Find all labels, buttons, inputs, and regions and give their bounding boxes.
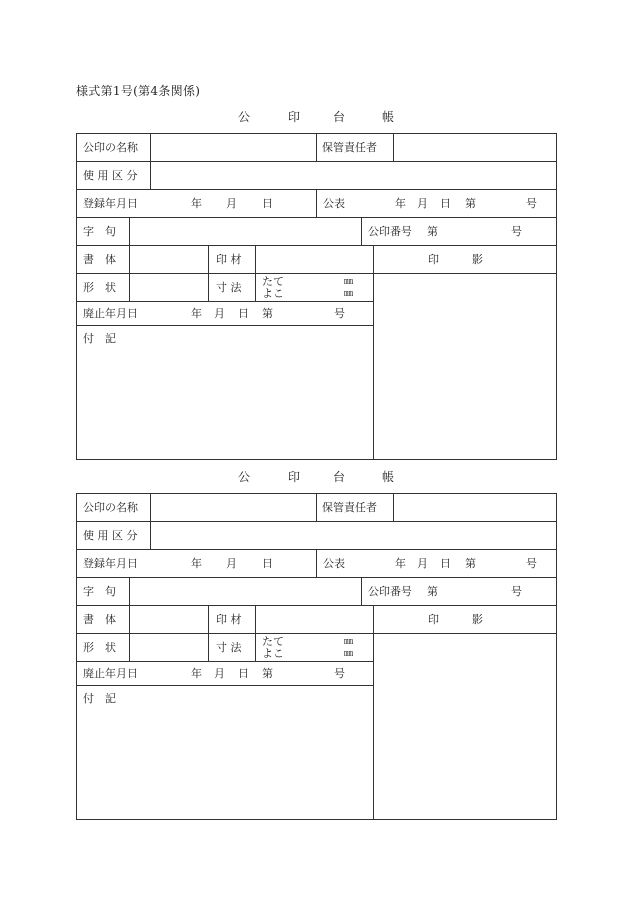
month-label: 月	[417, 557, 428, 570]
registered-date-label: 登録年月日	[83, 557, 138, 570]
rule	[76, 245, 557, 246]
width-label: よこ	[262, 287, 284, 300]
rule	[316, 189, 317, 217]
month-label: 月	[226, 197, 237, 210]
abolished-date-label: 廃止年月日	[83, 307, 138, 320]
rule	[76, 161, 557, 162]
month-label: 月	[214, 307, 225, 320]
number-suffix: 号	[334, 667, 345, 680]
year-label: 年	[191, 307, 202, 320]
day-label: 日	[262, 557, 273, 570]
seal-name-label: 公印の名称	[83, 141, 138, 154]
wording-label: 字 句	[83, 225, 116, 238]
day-label: 日	[238, 667, 249, 680]
mm-unit: ㎜	[344, 289, 354, 299]
rule	[76, 493, 77, 820]
rule	[393, 133, 394, 161]
rule	[556, 493, 557, 820]
rule	[76, 819, 557, 820]
number-prefix: 第	[262, 307, 273, 320]
seal-ledger-form	[76, 133, 557, 460]
mm-unit: ㎜	[344, 637, 354, 647]
registered-date-label: 登録年月日	[83, 197, 138, 210]
ledger-title	[76, 468, 556, 488]
title-char: 帳	[382, 110, 395, 124]
year-label: 年	[191, 197, 202, 210]
abolished-date-label: 廃止年月日	[83, 667, 138, 680]
rule	[361, 217, 362, 245]
title-char: 印	[288, 470, 301, 484]
rule	[373, 605, 374, 820]
title-char: 台	[333, 470, 346, 484]
public-notice-label: 公表	[323, 197, 345, 210]
rule	[316, 549, 317, 577]
number-suffix: 号	[511, 585, 522, 598]
shape-label: 形 状	[83, 641, 116, 654]
year-label: 年	[395, 197, 406, 210]
month-label: 月	[226, 557, 237, 570]
custodian-label: 保管責任者	[322, 141, 377, 154]
title-char: 公	[238, 110, 251, 124]
rule	[150, 493, 151, 549]
seal-impression-label: 印 影	[428, 253, 483, 266]
rule	[76, 301, 373, 302]
seal-number-label: 公印番号	[368, 225, 412, 238]
mm-unit: ㎜	[344, 277, 354, 287]
title-char: 台	[333, 110, 346, 124]
rule	[556, 133, 557, 460]
rule	[208, 245, 209, 301]
shape-label: 形 状	[83, 281, 116, 294]
day-label: 日	[262, 197, 273, 210]
ledger-title	[76, 108, 556, 128]
number-suffix: 号	[511, 225, 522, 238]
dimensions-label: 寸 法	[216, 281, 242, 294]
rule	[129, 577, 130, 661]
rule	[76, 633, 557, 634]
title-char: 帳	[382, 470, 395, 484]
rule	[373, 245, 374, 460]
seal-impression-label: 印 影	[428, 613, 483, 626]
rule	[208, 605, 209, 661]
rule	[255, 605, 256, 661]
number-suffix: 号	[526, 557, 537, 570]
rule	[76, 605, 557, 606]
rule	[76, 661, 373, 662]
number-prefix: 第	[465, 197, 476, 210]
day-label: 日	[440, 557, 451, 570]
rule	[129, 217, 130, 301]
mm-unit: ㎜	[344, 649, 354, 659]
rule	[393, 493, 394, 521]
width-label: よこ	[262, 647, 284, 660]
number-suffix: 号	[334, 307, 345, 320]
seal-name-label: 公印の名称	[83, 501, 138, 514]
number-prefix: 第	[427, 585, 438, 598]
month-label: 月	[417, 197, 428, 210]
height-label: たて	[262, 275, 284, 288]
year-label: 年	[395, 557, 406, 570]
day-label: 日	[238, 307, 249, 320]
year-label: 年	[191, 667, 202, 680]
usage-class-label: 使 用 区 分	[83, 169, 138, 182]
rule	[150, 133, 151, 189]
rule	[76, 217, 557, 218]
number-suffix: 号	[526, 197, 537, 210]
rule	[76, 459, 557, 460]
notes-label: 付 記	[83, 692, 116, 705]
rule	[76, 325, 373, 326]
custodian-label: 保管責任者	[322, 501, 377, 514]
height-label: たて	[262, 635, 284, 648]
number-prefix: 第	[427, 225, 438, 238]
material-label: 印 材	[216, 253, 242, 266]
seal-ledger-form	[76, 493, 557, 820]
dimensions-label: 寸 法	[216, 641, 242, 654]
rule	[255, 245, 256, 301]
number-prefix: 第	[262, 667, 273, 680]
form-caption: 様式第1号(第4条関係)	[76, 84, 201, 98]
year-label: 年	[191, 557, 202, 570]
typeface-label: 書 体	[83, 613, 116, 626]
rule	[76, 521, 557, 522]
day-label: 日	[440, 197, 451, 210]
wording-label: 字 句	[83, 585, 116, 598]
public-notice-label: 公表	[323, 557, 345, 570]
title-char: 公	[238, 470, 251, 484]
notes-label: 付 記	[83, 332, 116, 345]
rule	[316, 133, 317, 161]
typeface-label: 書 体	[83, 253, 116, 266]
rule	[316, 493, 317, 521]
month-label: 月	[214, 667, 225, 680]
title-char: 印	[288, 110, 301, 124]
number-prefix: 第	[465, 557, 476, 570]
rule	[361, 577, 362, 605]
rule	[76, 273, 557, 274]
rule	[76, 685, 373, 686]
rule	[76, 577, 557, 578]
usage-class-label: 使 用 区 分	[83, 529, 138, 542]
seal-number-label: 公印番号	[368, 585, 412, 598]
material-label: 印 材	[216, 613, 242, 626]
rule	[76, 133, 77, 460]
